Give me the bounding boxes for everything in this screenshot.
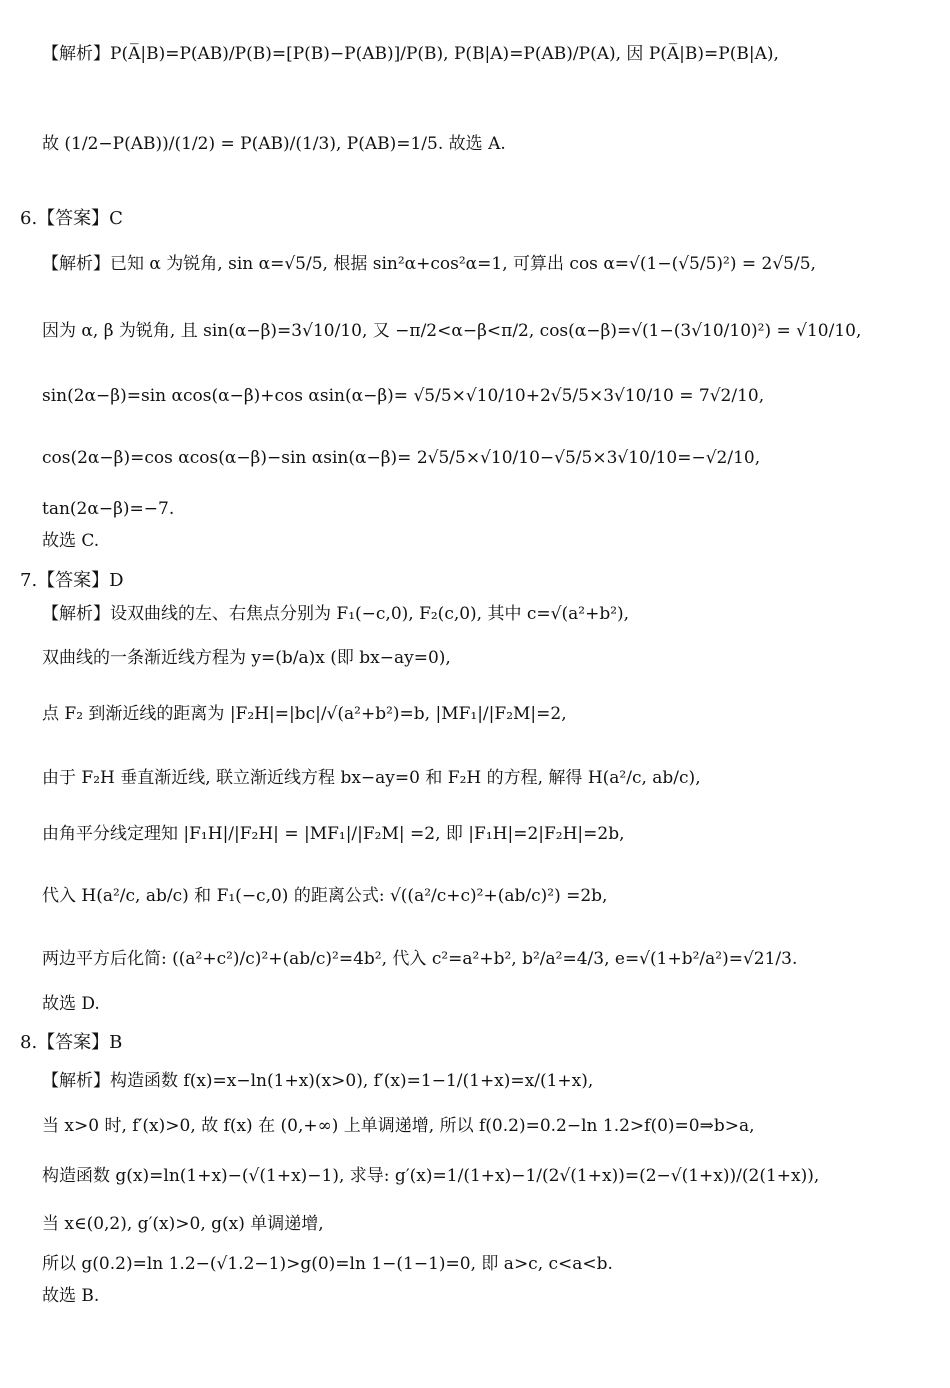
text-line: 构造函数 g(x)=ln(1+x)−(√(1+x)−1), 求导: g′(x)=1/(1+x)−1/(2√(1+x))=(2−√(1+x))/(2(1+x)),	[42, 1166, 820, 1186]
text-line: 【解析】构造函数 f(x)=x−ln(1+x)(x>0), f′(x)=1−1/(1+x)=x/(1+x),	[42, 1071, 594, 1091]
text-line: sin(2α−β)=sin αcos(α−β)+cos αsin(α−β)= √5/5×√10/10+2√5/5×3√10/10 = 7√2/10,	[42, 386, 765, 406]
text-line: 因为 α, β 为锐角, 且 sin(α−β)=3√10/10, 又 −π/2<α−β<π/2, cos(α−β)=√(1−(3√10/10)²) = √10/10,	[42, 321, 862, 341]
text-line: 当 x∈(0,2), g′(x)>0, g(x) 单调递增,	[42, 1214, 324, 1234]
text-line: 由于 F₂H 垂直渐近线, 联立渐近线方程 bx−ay=0 和 F₂H 的方程, 解得 H(a²/c, ab/c),	[42, 768, 701, 788]
answer-heading: 7.【答案】D	[20, 570, 124, 591]
text-line: 代入 H(a²/c, ab/c) 和 F₁(−c,0) 的距离公式: √((a²/c+c)²+(ab/c)²) =2b,	[42, 886, 608, 906]
answer-heading: 8.【答案】B	[20, 1032, 123, 1053]
answer-heading: 6.【答案】C	[20, 208, 123, 229]
text-line: 【解析】设双曲线的左、右焦点分别为 F₁(−c,0), F₂(c,0), 其中 c=√(a²+b²),	[42, 604, 630, 624]
text-line: 所以 g(0.2)=ln 1.2−(√1.2−1)>g(0)=ln 1−(1−1)=0, 即 a>c, c<a<b.	[42, 1254, 613, 1274]
text-line: 故选 D.	[42, 994, 100, 1014]
text-line: 【解析】P(A̅|B)=P(AB)/P(B)=[P(B)−P(AB)]/P(B), P(B|A)=P(AB)/P(A), 因 P(A̅|B)=P(B|A),	[42, 44, 779, 64]
text-line: 双曲线的一条渐近线方程为 y=(b/a)x (即 bx−ay=0),	[42, 648, 451, 668]
text-line: 故选 C.	[42, 531, 100, 551]
text-line: cos(2α−β)=cos αcos(α−β)−sin αsin(α−β)= 2√5/5×√10/10−√5/5×3√10/10=−√2/10,	[42, 448, 761, 468]
text-line: 两边平方后化简: ((a²+c²)/c)²+(ab/c)²=4b², 代入 c²=a²+b², b²/a²=4/3, e=√(1+b²/a²)=√21/3.	[42, 949, 798, 969]
text-line: 故选 B.	[42, 1286, 100, 1306]
text-line: 点 F₂ 到渐近线的距离为 |F₂H|=|bc|/√(a²+b²)=b, |MF₁|/|F₂M|=2,	[42, 704, 567, 724]
text-line: 当 x>0 时, f′(x)>0, 故 f(x) 在 (0,+∞) 上单调递增, 所以 f(0.2)=0.2−ln 1.2>f(0)=0⇒b>a,	[42, 1116, 755, 1136]
text-line: 由角平分线定理知 |F₁H|/|F₂H| = |MF₁|/|F₂M| =2, 即 |F₁H|=2|F₂H|=2b,	[42, 824, 625, 844]
text-line: 【解析】已知 α 为锐角, sin α=√5/5, 根据 sin²α+cos²α=1, 可算出 cos α=√(1−(√5/5)²) = 2√5/5,	[42, 254, 816, 274]
text-line: tan(2α−β)=−7.	[42, 499, 175, 519]
text-line: 故 (1/2−P(AB))/(1/2) = P(AB)/(1/3), P(AB)=1/5. 故选 A.	[42, 134, 506, 154]
